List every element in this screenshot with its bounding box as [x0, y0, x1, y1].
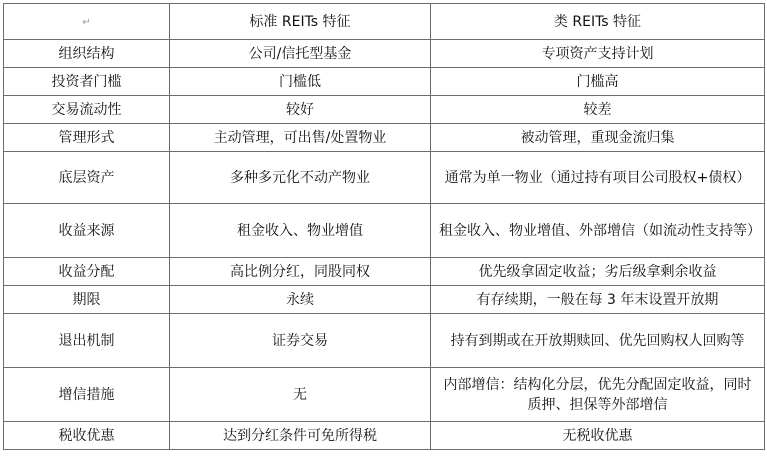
row-label: 管理形式 — [4, 124, 170, 152]
row-label: 收益来源 — [4, 204, 170, 258]
quasi-value: 通常为单一物业（通过持有项目公司股权+债权） — [431, 152, 765, 204]
table-row — [4, 204, 765, 258]
table-row — [4, 68, 765, 96]
header-quasi-reits: 类 REITs 特征 — [431, 4, 765, 40]
paragraph-mark-icon: ↵ — [82, 16, 91, 28]
table-row — [4, 96, 765, 124]
quasi-value: 内部增信：结构化分层，优先分配固定收益，同时质押、担保等外部增信 — [431, 368, 765, 422]
row-label: 底层资产 — [4, 152, 170, 204]
standard-value: 达到分红条件可免所得税 — [170, 422, 431, 450]
table-row — [4, 124, 765, 152]
standard-value: 证券交易 — [170, 314, 431, 368]
standard-value: 租金收入、物业增值 — [170, 204, 431, 258]
table-row — [4, 368, 765, 422]
reits-comparison-table — [3, 3, 765, 450]
standard-value: 无 — [170, 368, 431, 422]
row-label: 组织结构 — [4, 40, 170, 68]
table-row — [4, 314, 765, 368]
table-row — [4, 152, 765, 204]
standard-value: 门槛低 — [170, 68, 431, 96]
standard-value: 多种多元化不动产物业 — [170, 152, 431, 204]
header-standard-reits: 标准 REITs 特征 — [170, 4, 431, 40]
quasi-value: 有存续期，一般在每 3 年末设置开放期 — [431, 286, 765, 314]
quasi-value: 门槛高 — [431, 68, 765, 96]
quasi-value: 持有到期或在开放期赎回、优先回购权人回购等 — [431, 314, 765, 368]
row-label: 退出机制 — [4, 314, 170, 368]
table-row — [4, 286, 765, 314]
row-label: 增信措施 — [4, 368, 170, 422]
quasi-value: 被动管理，重现金流归集 — [431, 124, 765, 152]
quasi-value: 专项资产支持计划 — [431, 40, 765, 68]
table-row — [4, 40, 765, 68]
quasi-value: 无税收优惠 — [431, 422, 765, 450]
standard-value: 较好 — [170, 96, 431, 124]
table-row — [4, 258, 765, 286]
row-label: 收益分配 — [4, 258, 170, 286]
header-row — [4, 4, 765, 40]
header-corner-cell — [4, 4, 170, 40]
standard-value: 高比例分红，同股同权 — [170, 258, 431, 286]
table-row — [4, 422, 765, 450]
standard-value: 永续 — [170, 286, 431, 314]
standard-value: 公司/信托型基金 — [170, 40, 431, 68]
quasi-value: 优先级拿固定收益；劣后级拿剩余收益 — [431, 258, 765, 286]
row-label: 交易流动性 — [4, 96, 170, 124]
quasi-value: 租金收入、物业增值、外部增信（如流动性支持等） — [431, 204, 765, 258]
standard-value: 主动管理，可出售/处置物业 — [170, 124, 431, 152]
row-label: 税收优惠 — [4, 422, 170, 450]
quasi-value: 较差 — [431, 96, 765, 124]
row-label: 投资者门槛 — [4, 68, 170, 96]
row-label: 期限 — [4, 286, 170, 314]
